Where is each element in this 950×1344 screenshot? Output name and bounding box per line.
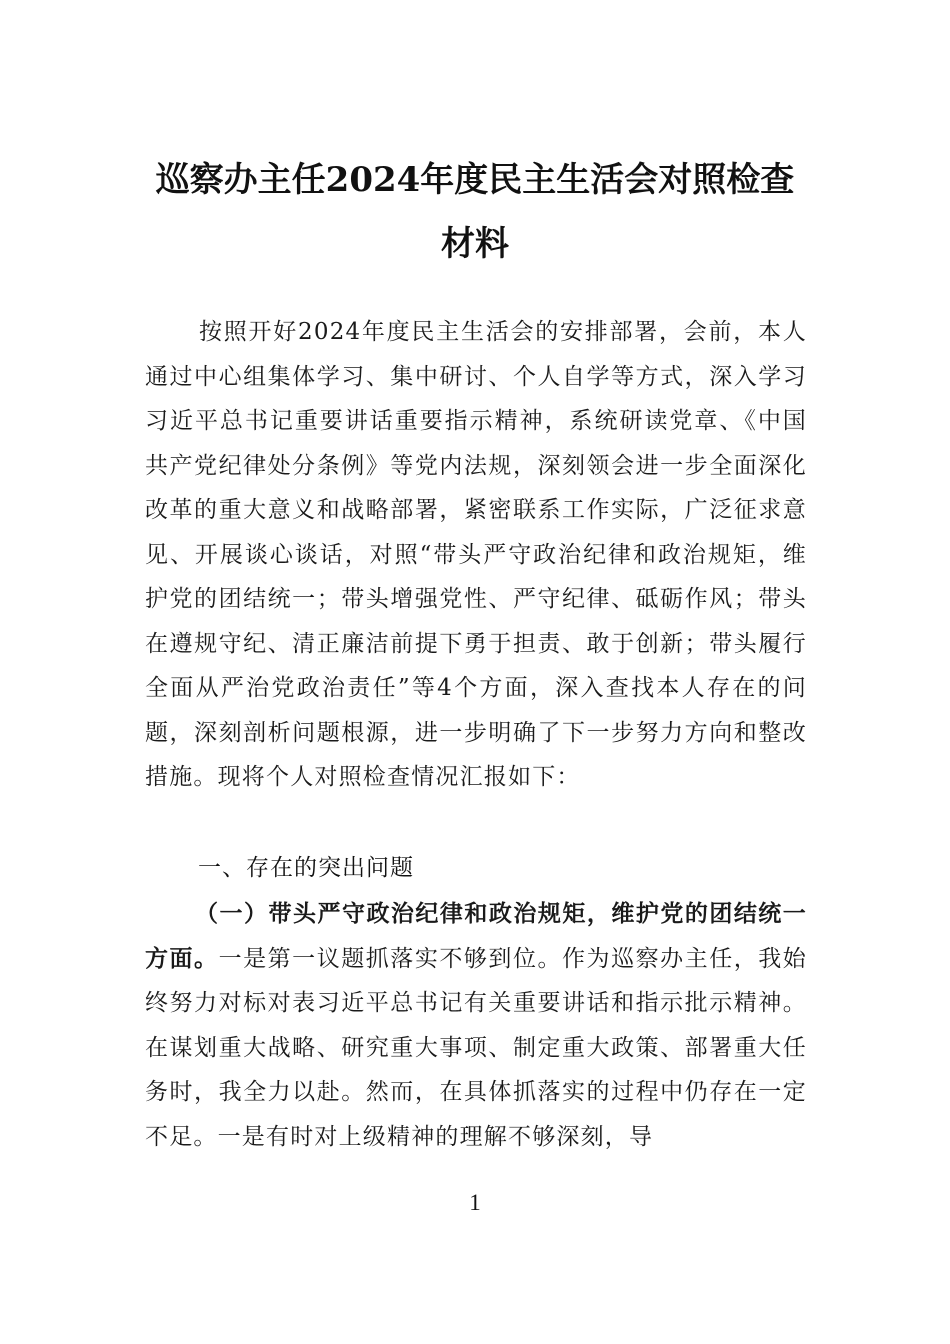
section-heading: 一、存在的突出问题 — [198, 855, 414, 881]
section-paragraph — [145, 892, 807, 1159]
subsection-heading: （一）带头严守政治纪律和政治规矩，维护党的团结统一方面。 — [145, 900, 807, 972]
intro-paragraph: 按照开好2024年度民主生活会的安排部署，会前，本人通过中心组集体学习、集中研讨、个人自学等方式，深入学习习近平总书记重要讲话重要指示精神，系统研读党章、《中国共产党纪律处分条例》等党内法规，深刻领会进一步全面深化改革的重大意义和战略部署，紧密联系工作实际，广泛征求意见、开展谈心谈话，对照“带头严守政治纪律和政治规矩，维护党的团结统一；带头增强党性、严守纪律、砥砺作风；带头在遵规守纪、清正廉洁前提下勇于担责、敢于创新；带头履行全面从严治党政治责任”等4个方面，深入查找本人存在的问题，深刻剖析问题根源，进一步明确了下一步努力方向和整改措施。现将个人对照检查情况汇报如下： — [145, 319, 807, 790]
subsection-body: 一是第一议题抓落实不够到位。作为巡察办主任，我始终努力对标对表习近平总书记有关重要讲话和指示批示精神。在谋划重大战略、研究重大事项、制定重大政策、部署重大任务时，我全力以赴。然而，在具体抓落实的过程中仍存在一定不足。一是有时对上级精神的理解不够深刻，导 — [145, 945, 807, 1150]
document-title: 巡察办主任2024年度民主生活会对照检查材料 — [155, 160, 795, 264]
page-number: 1 — [469, 1190, 481, 1215]
